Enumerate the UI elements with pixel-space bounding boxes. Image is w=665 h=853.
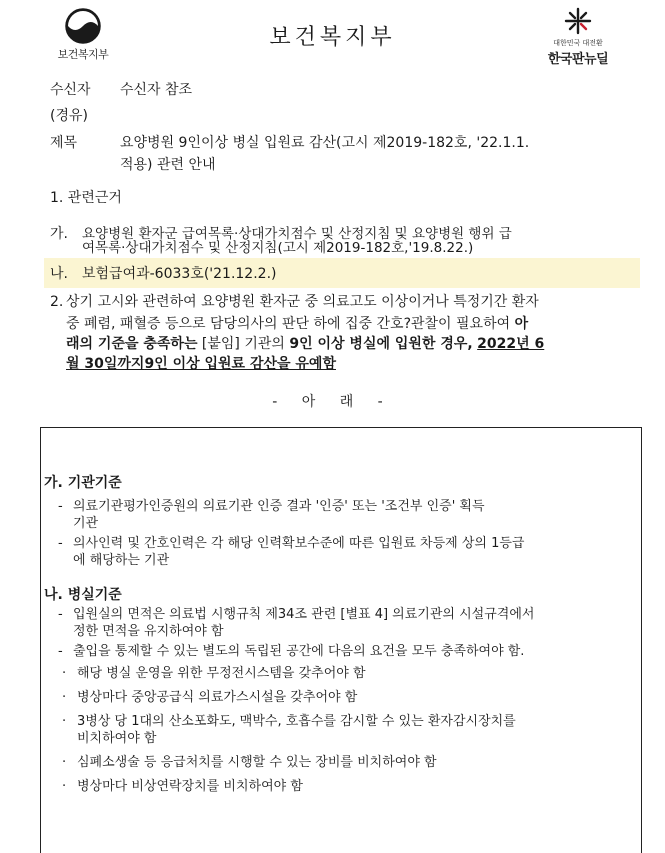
- annex-b-subitem-5: [62, 778, 636, 795]
- annex-b-item-line-1: 입원실의 면적은 의료법 시행규칙 제34조 관련 [별표 4] 의료기관의 시설규격에서: [73, 607, 535, 622]
- section-2-line-3b: [붙임] 기관의: [201, 336, 285, 352]
- section-2-marker: 2.: [50, 294, 64, 310]
- annex-b-subitem-marker: ·: [62, 779, 67, 794]
- recipient-value: 수신자 참조: [120, 82, 193, 98]
- annex-b-item-marker: -: [58, 644, 63, 659]
- annex-a-item-line-1: 의사인력 및 간호인력은 각 해당 인력확보수준에 따른 입원료 차등제 상의 1등급: [73, 536, 525, 551]
- annex-a-item-1: [58, 498, 636, 532]
- annex-a-item-line-2: 에 해당하는 기관: [73, 553, 170, 568]
- section-1a-marker: 가.: [50, 226, 68, 242]
- subject-line-2: 적용) 관련 안내: [120, 157, 216, 173]
- section-1b-marker: 나.: [50, 266, 68, 282]
- annex-a-item-2: [58, 535, 636, 569]
- annex-b-item-marker: -: [58, 607, 63, 622]
- annex-b-subitem-3: [62, 713, 636, 747]
- annex-b-subitem-line-2: 비치하여야 함: [77, 731, 157, 746]
- annex-b-subitem-1: [62, 665, 636, 682]
- annex-b-item-2: [58, 643, 636, 660]
- annex-b-item-1: [58, 606, 636, 640]
- annex-b-subitem-4: [62, 754, 636, 771]
- annex-b-item-line-1: 출입을 통제할 수 있는 별도의 독립된 공간에 다음의 요건을 모두 충족하여야 함.: [73, 644, 525, 659]
- annex-a-item-marker: -: [58, 536, 63, 551]
- new-deal-emblem-icon: [563, 6, 593, 36]
- section-2-line-1: 상기 고시와 관련하여 요양병원 환자군 중 의료고도 이상이거나 특정기간 환자: [66, 294, 539, 310]
- annex-b-subitem-line-1: 병상마다 중앙공급식 의료가스시설을 갖추어야 함: [77, 690, 358, 705]
- section-2-line-4a: 월 30일까지: [66, 356, 145, 372]
- section-2-line-4b: 9인 이상 입원료 감산을 유예함: [144, 356, 336, 372]
- annex-b-item-line-2: 정한 면적을 유지하여야 함: [73, 624, 224, 639]
- section-2-line-3c: 9인 이상 병실에 입원한 경우,: [289, 336, 473, 352]
- annex-b-subitem-marker: ·: [62, 690, 67, 705]
- annex-b-subitem-line-1: 병상마다 비상연락장치를 비치하여야 함: [77, 779, 303, 794]
- annex-a-item-marker: -: [58, 499, 63, 514]
- recipient-label: 수신자: [50, 82, 91, 98]
- brand-big-text: 한국판뉴딜: [547, 52, 609, 67]
- section-2-line-4: [66, 354, 336, 374]
- section-1-title: 1. 관련근거: [50, 190, 122, 206]
- section-2-line-3a: 래의 기준을 충족하는: [66, 336, 198, 352]
- annex-b-subitem-marker: ·: [62, 755, 67, 770]
- annex-a-item-line-1: 의료기관평가인증원의 의료기관 인증 결과 '인증' 또는 '조건부 인증' 획득: [73, 499, 485, 514]
- annex-b-subitem-line-1: 심폐소생술 등 응급처치를 시행할 수 있는 장비를 비치하여야 함: [77, 755, 437, 770]
- brand-small-text: 대한민국 대전환: [553, 39, 603, 47]
- section-2-line-2b: 아: [514, 316, 529, 332]
- section-1a-line-1: 요양병원 환자군 급여목록·상대가치점수 및 산정지침 및 요양병원 행위 급: [82, 226, 512, 242]
- annex-b-subitem-marker: ·: [62, 714, 67, 729]
- section-2-line-3d: 2022년 6: [477, 336, 545, 352]
- new-deal-logo: [538, 6, 618, 67]
- subject-label: 제목: [50, 135, 78, 151]
- section-1a-line-2: 여목록·상대가치점수 및 산정지침(고시 제2019-182호,'19.8.22.): [82, 240, 474, 256]
- ministry-logo-caption: 보건복지부: [57, 48, 109, 61]
- annex-a-item-line-2: 기관: [73, 516, 99, 531]
- annex-a-title: 가. 기관기준: [44, 475, 122, 491]
- subject-line-1: 요양병원 9인이상 병실 입원료 감산(고시 제2019-182호, '22.1.1.: [120, 135, 530, 151]
- document-title: 보건복지부: [269, 25, 396, 50]
- via-label: (경유): [50, 108, 88, 124]
- section-2-line-3: [66, 334, 544, 354]
- section-2-line-2: [66, 314, 528, 334]
- annex-b-subitem-line-1: 3병상 당 1대의 산소포화도, 맥박수, 호흡수를 감시할 수 있는 환자감시장치를: [77, 714, 516, 729]
- annex-b-subitem-line-1: 해당 병실 운영을 위한 무정전시스템을 갖추어야 함: [77, 666, 366, 681]
- annex-b-subitem-2: [62, 689, 636, 706]
- section-2-line-2a: 중 폐렴, 패혈증 등으로 담당의사의 판단 하에 집중 간호?관찰이 필요하여: [66, 316, 511, 332]
- annex-b-title: 나. 병실기준: [44, 587, 122, 603]
- annex-heading: - 아 래 -: [272, 394, 393, 410]
- section-1b-text: 보험급여과-6033호('21.12.2.): [82, 266, 277, 282]
- annex-b-subitem-marker: ·: [62, 666, 67, 681]
